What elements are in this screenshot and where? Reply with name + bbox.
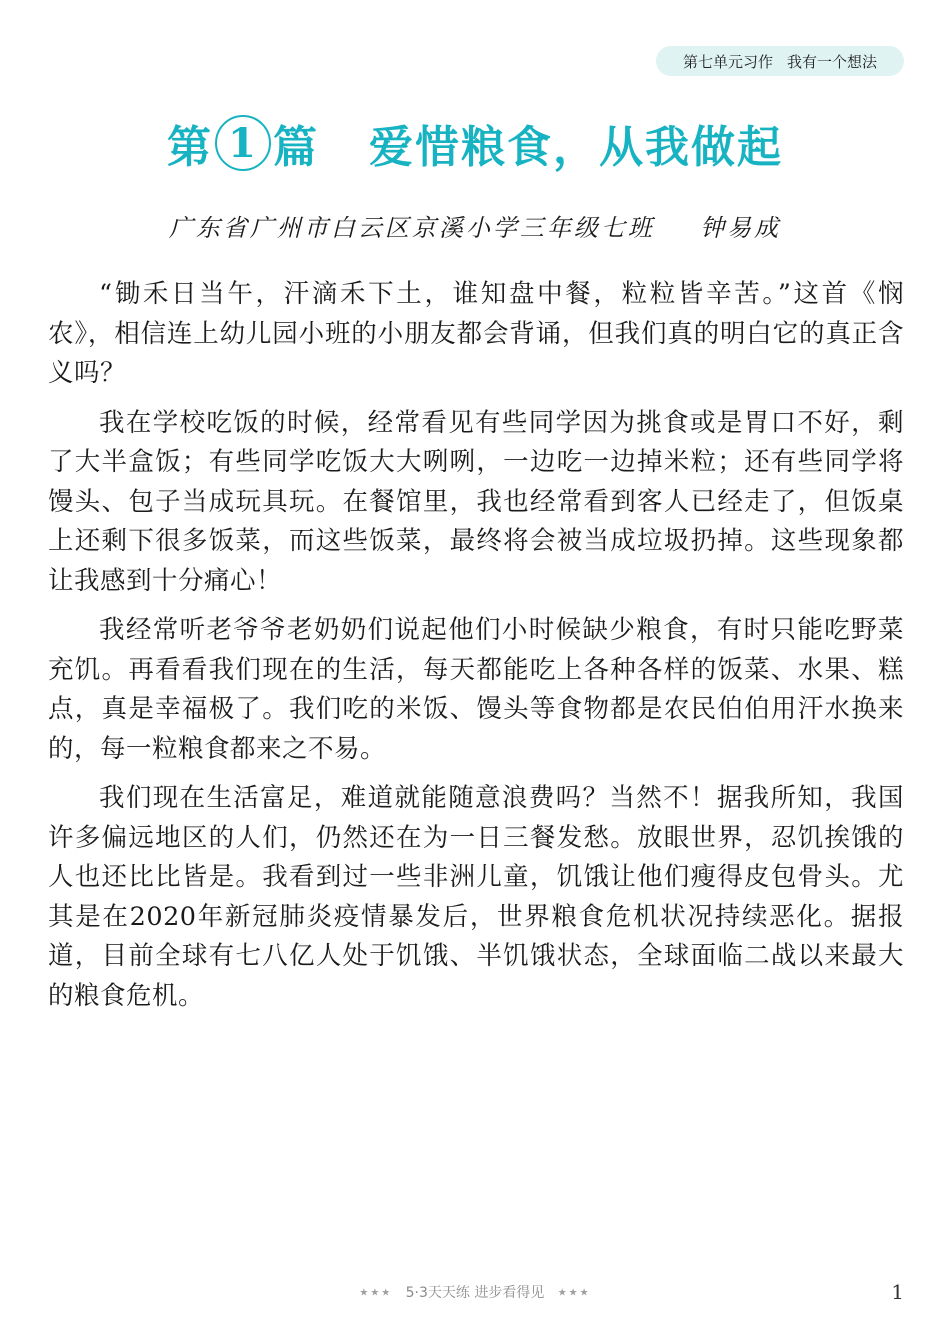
article-title [0, 108, 950, 178]
title-number-circle: 1 [215, 115, 271, 171]
title-prefix: 第 [167, 122, 213, 173]
footer-stars-right: ★★★ [557, 1287, 591, 1299]
paragraph-2: 我在学校吃饭的时候，经常看见有些同学因为挑食或是胃口不好，剩了大半盒饭；有些同学吃饭大大咧咧，一边吃一边掉米粒；还有些同学将馒头、包子当成玩具玩。在餐馆里，我也经常看到客人已经走了，但饭桌上还剩下很多饭菜，而这些饭菜，最终将会被当成垃圾扔掉。这些现象都让我感到十分痛心！ [48, 407, 904, 596]
unit-header-badge [656, 46, 904, 76]
paragraph-1: “锄禾日当午，汗滴禾下土，谁知盘中餐，粒粒皆辛苦。”这首《悯农》，相信连上幼儿园小班的小朋友都会背诵，但我们真的明白它的真正含义吗？ [48, 279, 904, 388]
unit-topic: 我有一个想法 [787, 52, 878, 71]
author-byline [0, 208, 950, 243]
title-text: 爱惜粮食，从我做起 [369, 122, 783, 173]
footer-stars-left: ★★★ [359, 1287, 393, 1299]
page-number: 1 [891, 1280, 904, 1304]
author-name: 钟易成 [700, 214, 782, 242]
page-footer [0, 1282, 950, 1302]
unit-label: 第七单元习作 [682, 52, 773, 71]
paragraph-4: 我们现在生活富足，难道就能随意浪费吗？当然不！据我所知，我国许多偏远地区的人们，仍然还在为一日三餐发愁。放眼世界，忍饥挨饿的人也还比比皆是。我看到过一些非洲儿童，饥饿让他们瘦得皮包骨头。尤其是在2020年新冠肺炎疫情暴发后，世界粮食危机状况持续恶化。据报道，目前全球有七八亿人处于饥饿、半饥饿状态，全球面临二战以来最大的粮食危机。 [48, 783, 904, 1011]
author-school: 广东省广州市白云区京溪小学三年级七班 [168, 214, 655, 242]
article-body [48, 275, 904, 1026]
paragraph-3: 我经常听老爷爷老奶奶们说起他们小时候缺少粮食，有时只能吃野菜充饥。再看看我们现在的生活，每天都能吃上各种各样的饭菜、水果、糕点，真是幸福极了。我们吃的米饭、馒头等食物都是农民伯伯用汗水换来的，每一粒粮食都来之不易。 [48, 615, 904, 764]
title-suffix: 篇 [273, 122, 319, 173]
footer-slogan: 5·3天天练 进步看得见 [405, 1285, 545, 1301]
